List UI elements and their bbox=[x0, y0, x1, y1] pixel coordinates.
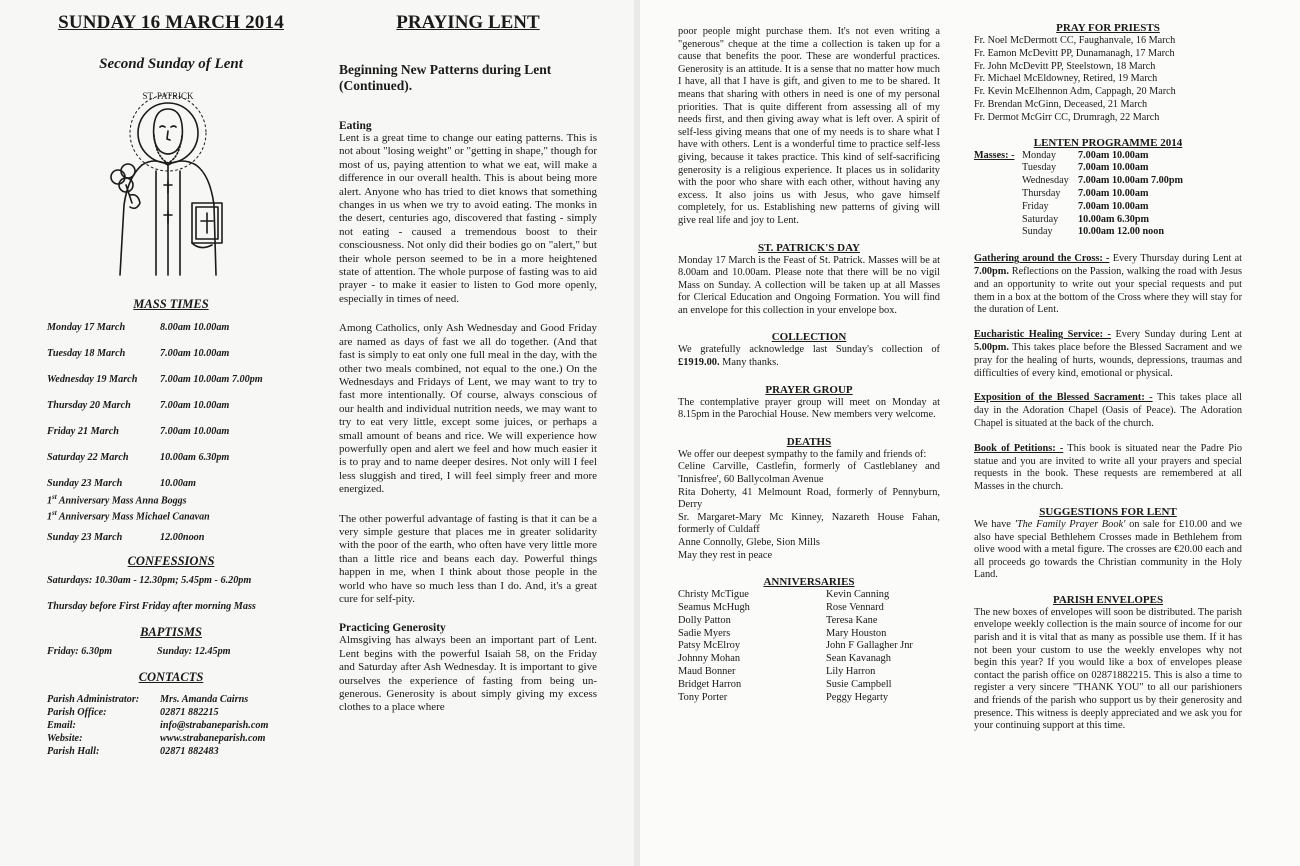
deaths-closing: May they rest in peace bbox=[678, 549, 773, 561]
deaths-name: Rita Doherty, 41 Melmount Road, formerly of Pennyburn, Derry bbox=[678, 486, 940, 511]
list-item: Dolly Patton bbox=[678, 614, 731, 626]
list-item: Patsy McElroy bbox=[678, 640, 741, 652]
list-item: Sadie Myers bbox=[678, 627, 731, 639]
anniversaries-heading: ANNIVERSARIES bbox=[763, 576, 855, 589]
suggestions-heading: SUGGESTIONS FOR LENT bbox=[1039, 505, 1177, 518]
praying-lent-column bbox=[339, 12, 597, 852]
subtitle: Second Sunday of Lent bbox=[99, 56, 243, 72]
petitions-notice: Book of Petitions: - This book is situated near the Padre Pio statue and you are invited to write all your prayers and special requests in the book. These requests are remembered at all Masses in the church. bbox=[974, 442, 1243, 493]
pray-for-priests-heading: PRAY FOR PRIESTS bbox=[1056, 22, 1160, 34]
contacts-list bbox=[40, 693, 302, 758]
list-item: Johnny Mohan bbox=[678, 653, 741, 665]
list-item: John F Gallagher Jnr bbox=[826, 640, 913, 652]
list-item: Fr. John McDevitt PP, Steelstown, 18 March bbox=[974, 60, 1156, 72]
contact-row: Parish Office: 02871 882215 bbox=[47, 706, 219, 718]
contact-row: Website: www.strabaneparish.com bbox=[47, 732, 266, 744]
anniversaries-list bbox=[678, 589, 940, 704]
baptisms-heading: BAPTISMS bbox=[140, 624, 202, 639]
gathering-notice: Gathering around the Cross: - Every Thursday during Lent at 7.00pm. Reflections on the Passion, walking the road with Jesus and an opportunity to write out your special requests and put them in a box at the bottom of the Cross where they will stay for the duration of Lent. bbox=[974, 253, 1242, 316]
table-row: Friday 7.00am 10.00am bbox=[1022, 200, 1149, 212]
table-row: Masses: - Monday 7.00am 10.00am bbox=[974, 149, 1149, 161]
anniversary-note: 1st Anniversary Mass Anna Boggs bbox=[47, 493, 187, 507]
list-item: Sean Kavanagh bbox=[826, 653, 891, 665]
contacts-heading: CONTACTS bbox=[138, 669, 204, 684]
generosity-heading: Practicing Generosity bbox=[339, 622, 446, 635]
eating-paragraph: Lent is a great time to change our eating patterns. This is not about "losing weight" or "getting in shape," though for most of us, paying attention to what we eat, will make a difference in our overall health. This is about being more alert. Anyone who has tried to diet knows that something changes in us when we try to avoid eating. The monks in the desert, centuries ago, discovered that fasting - simply not eating - caused a tremendous boost to their consciousness. Not only did their bodies go on "alert," but their whole person seemed to be in a more heightened state of attention. The whole purpose of fasting was to aid prayer - to make it easier to listen to God more openly, especially in times of need. bbox=[339, 132, 597, 305]
left-column bbox=[40, 12, 302, 852]
mass-row: Wednesday 19 March 7.00am 10.00am 7.00pm bbox=[47, 374, 263, 385]
list-item: Mary Houston bbox=[826, 627, 887, 639]
eating-paragraph: The other powerful advantage of fasting is that it can be a very simple gesture that places me in greater solidarity with the poor of the earth, who often have very little more than a little rice and beans each day. Powerful things happen in me, when I think about those people in the world who have so much less than I do. And, it's a great cure for self-pity. bbox=[339, 512, 597, 605]
exposition-notice: Exposition of the Blessed Sacrament: - This takes place all day in the Adoration Chapel (Oasis of Peace). The Adoration Chapel is situated at the back of the church. bbox=[974, 392, 1242, 429]
prayer-group-heading: PRAYER GROUP bbox=[765, 383, 853, 396]
table-row: Thursday 7.00am 10.00am bbox=[1022, 187, 1149, 199]
contact-row: Email: info@strabaneparish.com bbox=[47, 719, 269, 731]
svg-text:ST. PATRICK: ST. PATRICK bbox=[142, 91, 194, 101]
table-row: Wednesday 7.00am 10.00am 7.00pm bbox=[1022, 175, 1183, 187]
list-item: Fr. Michael McEldowney, Retired, 19 March bbox=[974, 73, 1158, 85]
mass-row: Tuesday 18 March 7.00am 10.00am bbox=[47, 348, 230, 359]
eating-heading: Eating bbox=[339, 120, 372, 132]
mass-row: Monday 17 March 8.00am 10.00am bbox=[47, 322, 230, 333]
deaths-name: Celine Carville, Castlefin, formerly of Castleblaney and 'Innisfree', 60 Ballycolman Avenue bbox=[678, 461, 940, 486]
mass-times-list bbox=[40, 322, 302, 558]
confessions-line: Saturdays: 10.30am - 12.30pm; 5.45pm - 6.20pm bbox=[47, 574, 252, 586]
table-row: Saturday 10.00am 6.30pm bbox=[1022, 213, 1150, 225]
deaths-name: Sr. Margaret-Mary Mc Kinney, Nazareth House Fahan, formerly of Culdaff bbox=[678, 511, 940, 536]
mass-row: Saturday 22 March 10.00am 6.30pm bbox=[47, 452, 230, 463]
list-item: Seamus McHugh bbox=[678, 601, 750, 613]
priests-list bbox=[974, 35, 1242, 125]
lenten-programme-table bbox=[974, 150, 1242, 240]
list-item: Rose Vennard bbox=[826, 601, 884, 613]
table-row: Tuesday 7.00am 10.00am bbox=[1022, 162, 1149, 174]
list-item: Fr. Eamon McDevitt PP, Dunamanagh, 17 March bbox=[974, 47, 1175, 59]
right-page bbox=[640, 0, 1300, 866]
envelopes-text: The new boxes of envelopes will soon be distributed. The parish envelope weekly collection is the main source of income for our parish and it is vital that as many as possible use them. If it has not been your custom to use the weekly envelopes why not begin this year? If you would like a box of envelopes please contact the parish office on 02871882215. This is also a time to register a very sincere "THANK YOU" to all our parishioners and friends of the parish who support us by their generosity and presence. This witness is deeply appreciated and we ask you for your continuing support at this time. bbox=[974, 606, 1242, 732]
prayer-group-text: The contemplative prayer group will meet on Monday at 8.15pm in the Parochial House. New members very welcome. bbox=[678, 396, 940, 421]
contact-row: Parish Administrator: Mrs. Amanda Cairns bbox=[47, 693, 249, 705]
list-item: Peggy Hegarty bbox=[826, 691, 889, 703]
collection-text: We gratefully acknowledge last Sunday's collection of £1919.00. Many thanks. bbox=[678, 344, 940, 369]
deaths-heading: DEATHS bbox=[786, 435, 832, 448]
list-item: Bridget Harron bbox=[678, 678, 742, 690]
generosity-paragraph: Almsgiving has always been an important part of Lent. Lent begins with the powerful Isaiah 58, on the Friday and Saturday after Ash Wednesday. It is important to give ourselves the experience of fasting from being un-generous. Generosity is about simply giving my excess clothes to a place where bbox=[339, 634, 597, 714]
list-item: Kevin Canning bbox=[826, 589, 890, 601]
list-item: Fr. Noel McDermott CC, Faughanvale, 16 March bbox=[974, 35, 1176, 46]
notices-column bbox=[678, 12, 940, 862]
list-item: Susie Campbell bbox=[826, 678, 892, 690]
envelopes-heading: PARISH ENVELOPES bbox=[1052, 593, 1164, 606]
deaths-name: Anne Connolly, Glebe, Sion Mills bbox=[678, 537, 820, 548]
list-item: Fr. Kevin McElhennon Adm, Cappagh, 20 March bbox=[974, 86, 1176, 98]
mass-times-heading: MASS TIMES bbox=[133, 297, 209, 311]
list-item: Lily Harron bbox=[826, 665, 876, 677]
confessions-line: Thursday before First Friday after morning Mass bbox=[47, 600, 256, 612]
eating-paragraph: Among Catholics, only Ash Wednesday and Good Friday are named as days of fast we all do together. (And that fast is simply to eat only one full meal in the day, with the other two meals combined, not equal to the one.) On the Wednesdays and Fridays of Lent, we may want to try to fast more intentionally. Of course, always conscious of our health and individual nutrition needs, we may want to try to eat very little, except some juices, or perhaps a small amount of beans and rice. We will experience how powerfully open and alert we feel and how much easier it is to pray and to name deeper desires. Not only will I feel less sluggish and tired, I will feel simply freer and more energized. bbox=[339, 322, 597, 496]
confessions-heading: CONFESSIONS bbox=[127, 553, 215, 568]
list-item: Christy McTigue bbox=[678, 589, 749, 601]
baptisms-row: Friday: 6.30pm Sunday: 12.45pm bbox=[47, 645, 231, 657]
generosity-continued: poor people might purchase them. It's not even writing a "generous" cheque at the time a collection is taken up for a cause that benefits the poor. These are wonderful practices. Generosity is an attitude. It is a sense that no matter how much I have, all that I have is gift, and given to me to be shared. It means that sharing with others in need is one of my personal priorities. That is quite different from assessing all of my needs first, and then giving away what is left over. A spirit of self-less giving means that one of my needs is to share what I have with others. Lent is a wonderful time to practice self-less giving, because it takes practice. This kind of self-sacrificing generosity is a religious experience. It places us in solidarity with the poor who share with each other, without having any excess. It also joins us with Jesus, who gave himself completely, for us. Establishing new patterns of giving will give real life and joy to Lent. bbox=[678, 26, 940, 226]
table-row: Sunday 10.00am 12.00 noon bbox=[1022, 226, 1165, 238]
st-patrick-illustration bbox=[96, 85, 246, 281]
list-item: Fr. Dermot McGirr CC, Drumragh, 22 March bbox=[974, 111, 1160, 123]
anniversary-note: 1st Anniversary Mass Michael Canavan bbox=[47, 509, 210, 523]
list-item: Teresa Kane bbox=[826, 614, 878, 626]
left-page bbox=[0, 0, 634, 866]
contact-row: Parish Hall: 02871 882483 bbox=[47, 745, 219, 757]
list-item: Fr. Brendan McGinn, Deceased, 21 March bbox=[974, 98, 1148, 110]
mass-row: Sunday 23 March 12.00noon bbox=[47, 531, 205, 543]
praying-lent-title: PRAYING LENT bbox=[396, 12, 540, 33]
praying-lent-heading: Beginning New Patterns during Lent (Continued). bbox=[339, 62, 552, 93]
lenten-programme-heading: LENTEN PROGRAMME 2014 bbox=[1033, 136, 1183, 149]
programme-column bbox=[974, 22, 1242, 862]
mass-row: Friday 21 March 7.00am 10.00am bbox=[47, 426, 230, 437]
list-item: Maud Bonner bbox=[678, 665, 736, 677]
st-patricks-heading: ST. PATRICK'S DAY bbox=[758, 241, 860, 254]
healing-notice: Eucharistic Healing Service: - Every Sunday during Lent at 5.00pm. This takes place before the Blessed Sacrament and we pray for the healing of hurts, wounds, depressions, traumas and difficulties of every kind, emotional or physical. bbox=[974, 329, 1243, 379]
masthead: SUNDAY 16 MARCH 2014 bbox=[58, 12, 284, 33]
st-patricks-text: Monday 17 March is the Feast of St. Patrick. Masses will be at 8.00am and 10.00am. Please note that there will be no vigil Mass on Sunday. A collection will be taken up at all Masses for Clerical Education and Ongoing Formation. You will find an envelope for this collection in your envelope box. bbox=[678, 254, 940, 316]
collection-heading: COLLECTION bbox=[771, 331, 847, 344]
mass-row: Thursday 20 March 7.00am 10.00am bbox=[47, 400, 230, 411]
list-item: Tony Porter bbox=[678, 691, 728, 703]
deaths-intro: We offer our deepest sympathy to the family and friends of: bbox=[678, 448, 927, 460]
suggestions-text: We have 'The Family Prayer Book' on sale for £10.00 and we also have special Bethlehem Crosses made in Bethlehem from olive wood with a metal figure. The crosses are €20.00 each and all proceeds go towards the Christian community in the Holy Land. bbox=[974, 518, 1242, 581]
mass-row: Sunday 23 March 10.00am bbox=[47, 478, 196, 489]
